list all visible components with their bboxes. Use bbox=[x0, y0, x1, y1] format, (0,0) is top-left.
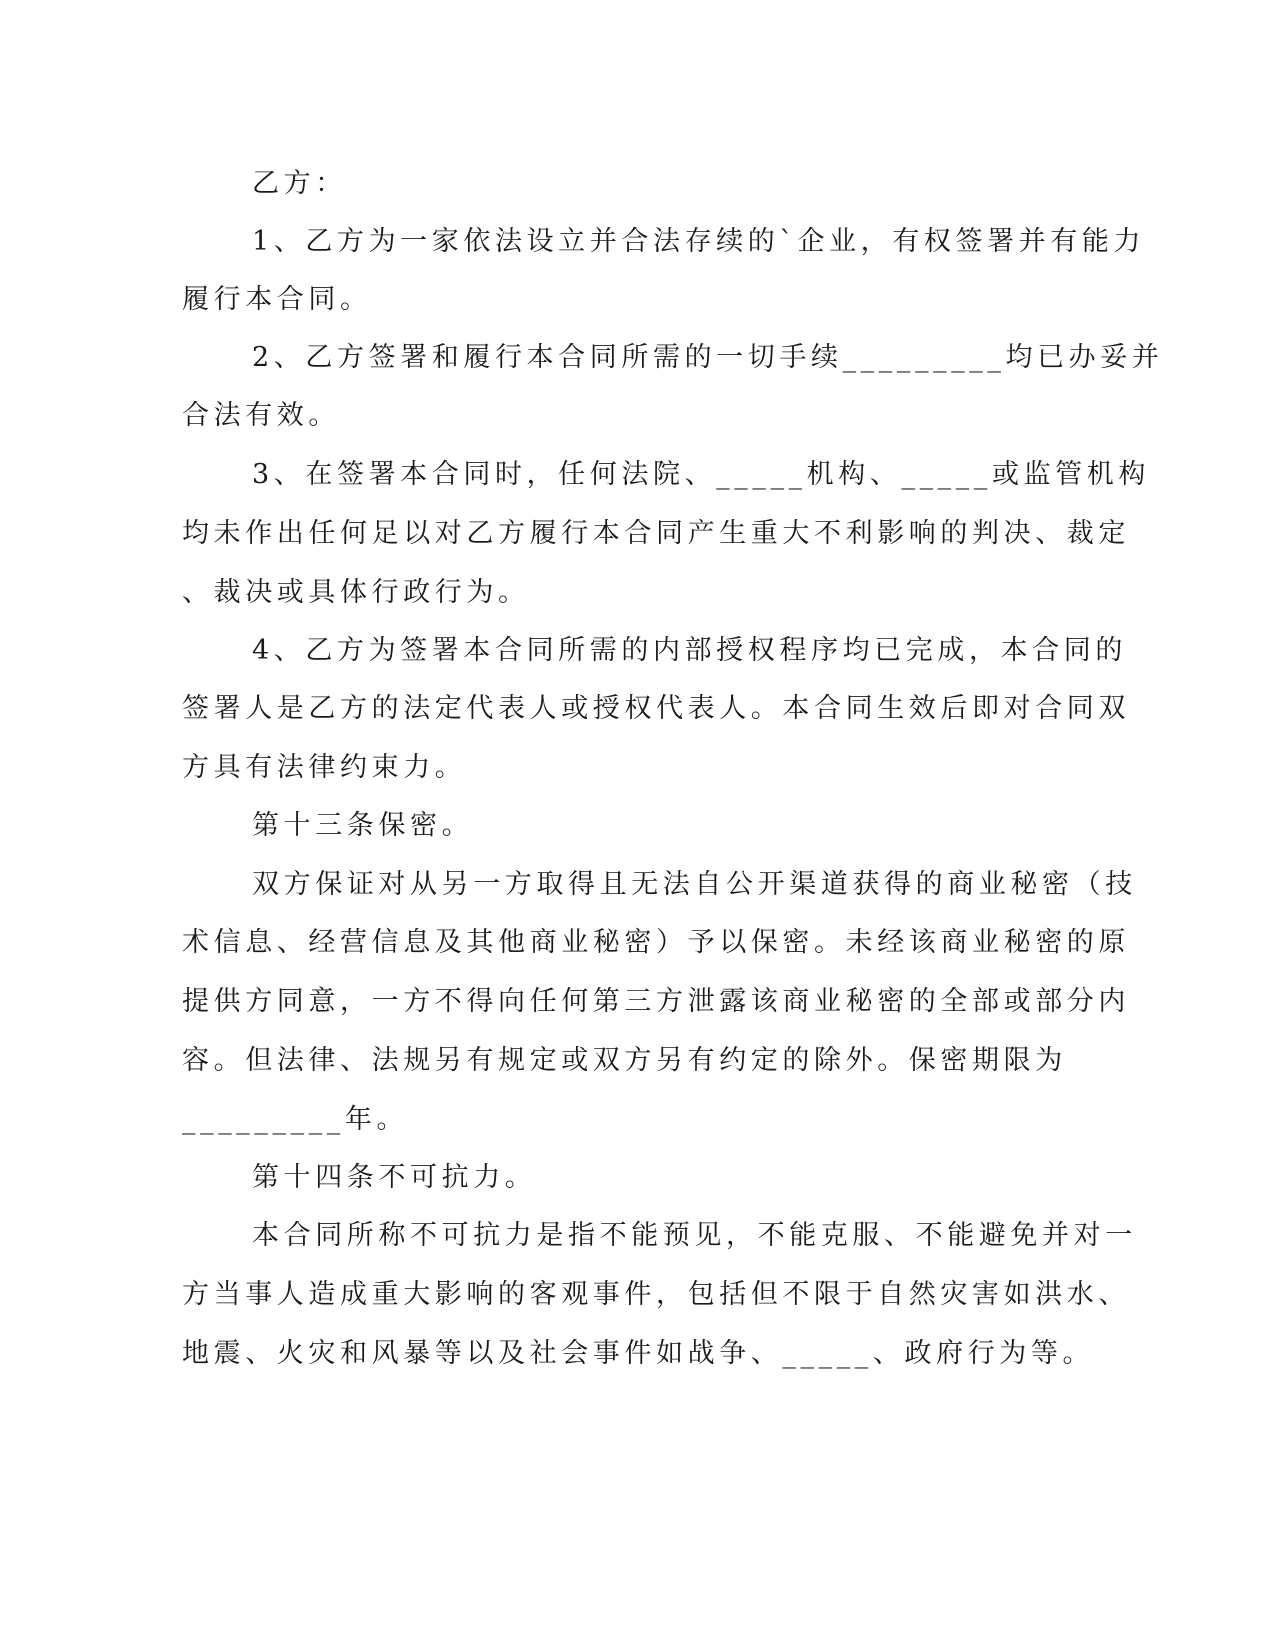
article-13-line-5: _________年。 bbox=[182, 1104, 409, 1135]
clause-4-line-2: 签署人是乙方的法定代表人或授权代表人。本合同生效后即对合同双 bbox=[182, 693, 1130, 724]
clause-3-line-3: 、裁决或具体行政行为。 bbox=[182, 577, 530, 608]
clause-3-line-1: 3、在签署本合同时，任何法院、_____机构、_____或监管机构 bbox=[252, 459, 1150, 490]
clause-1-line-1: 1、乙方为一家依法设立并合法存续的`企业，有权签署并有能力 bbox=[252, 226, 1146, 257]
article-13-line-2: 术信息、经营信息及其他商业秘密）予以保密。未经该商业秘密的原 bbox=[182, 927, 1130, 958]
clause-1-line-2: 履行本合同。 bbox=[182, 284, 372, 315]
article-13-line-1: 双方保证对从另一方取得且无法自公开渠道获得的商业秘密（技 bbox=[252, 869, 1137, 900]
clause-2-line-1: 2、乙方签署和履行本合同所需的一切手续_________均已办妥并 bbox=[252, 342, 1164, 373]
article-14-line-1: 本合同所称不可抗力是指不能预见，不能克服、不能避免并对一 bbox=[252, 1220, 1137, 1251]
clause-2-line-2: 合法有效。 bbox=[182, 400, 340, 431]
article-13-heading: 第十三条保密。 bbox=[252, 810, 474, 841]
clause-4-line-1: 4、乙方为签署本合同所需的内部授权程序均已完成，本合同的 bbox=[252, 635, 1127, 666]
article-13-line-3: 提供方同意，一方不得向任何第三方泄露该商业秘密的全部或部分内 bbox=[182, 986, 1130, 1017]
clause-3-line-2: 均未作出任何足以对乙方履行本合同产生重大不利影响的判决、裁定 bbox=[182, 518, 1130, 549]
article-13-line-4: 容。但法律、法规另有规定或双方另有约定的除外。保密期限为 bbox=[182, 1045, 1067, 1076]
clause-4-line-3: 方具有法律约束力。 bbox=[182, 752, 467, 783]
article-14-line-3: 地震、火灾和风暴等以及社会事件如战争、_____、政府行为等。 bbox=[182, 1338, 1095, 1369]
party-b-heading: 乙方： bbox=[252, 168, 347, 199]
article-14-heading: 第十四条不可抗力。 bbox=[252, 1162, 537, 1193]
article-14-line-2: 方当事人造成重大影响的客观事件，包括但不限于自然灾害如洪水、 bbox=[182, 1279, 1130, 1310]
